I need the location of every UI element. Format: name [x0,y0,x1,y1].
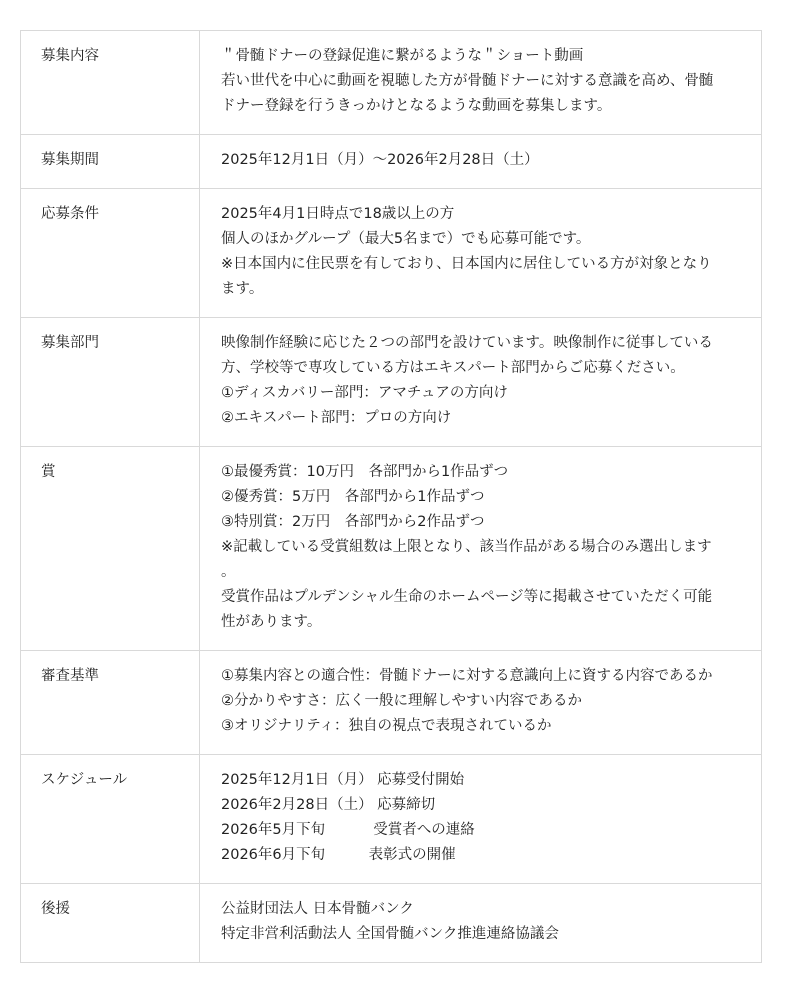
value-line: ※記載している受賞組数は上限となり、該当作品がある場合のみ選出します [221,539,712,555]
row-categories [21,318,762,447]
row-label: 審査基準 [21,651,200,755]
value-line: 2025年12月1日（月） 応募受付開始 [221,772,465,788]
value-line: 性があります。 [221,614,322,630]
row-sponsorship [21,884,762,963]
row-criteria [21,651,762,755]
row-label: 募集部門 [21,318,200,447]
value-line: 2026年5月下旬 受賞者への連絡 [221,822,475,838]
value-line: 2026年6月下旬 表彰式の開催 [221,847,456,863]
row-label: 募集内容 [21,31,200,135]
value-line: 特定非営利活動法人 全国骨髄バンク推進連絡協議会 [221,926,559,942]
value-line: ②優秀賞：5万円 各部門から1作品ずつ [221,489,485,505]
value-line: ①ディスカバリー部門：アマチュアの方向け [221,385,508,401]
value-line: 方、学校等で専攻している方はエキスパート部門からご応募ください。 [221,360,685,376]
value-line: ①募集内容との適合性：骨髄ドナーに対する意識向上に資する内容であるか [221,668,713,684]
row-contents [21,31,762,135]
value-line: ※日本国内に住民票を有しており、日本国内に居住している方が対象となり [221,256,712,272]
row-label: スケジュール [21,755,200,884]
application-details-table [20,30,762,963]
row-value [200,447,762,651]
value-line: 2026年2月28日（土） 応募締切 [221,797,436,813]
value-line: 2025年4月1日時点で18歳以上の方 [221,206,455,222]
row-value [200,135,762,189]
value-line: 2025年12月1日（月）～2026年2月28日（土） [221,152,539,168]
row-label: 賞 [21,447,200,651]
value-line: ます。 [221,281,264,297]
value-line: ③特別賞：2万円 各部門から2作品ずつ [221,514,485,530]
value-line: ②エキスパート部門：プロの方向け [221,410,452,426]
row-schedule [21,755,762,884]
row-value [200,318,762,447]
value-line: 。 [221,564,236,580]
value-line: 映像制作経験に応じた２つの部門を設けています。映像制作に従事している [221,335,713,351]
row-period [21,135,762,189]
row-value [200,755,762,884]
row-awards [21,447,762,651]
value-line: 受賞作品はプルデンシャル生命のホームページ等に掲載させていただく可能 [221,589,713,605]
value-line: ②分かりやすさ：広く一般に理解しやすい内容であるか [221,693,582,709]
value-line: 公益財団法人 日本骨髄バンク [221,901,414,917]
row-conditions [21,189,762,318]
value-line: ①最優秀賞：10万円 各部門から1作品ずつ [221,464,509,480]
row-label: 応募条件 [21,189,200,318]
row-label: 後援 [21,884,200,963]
value-line: 個人のほかグループ（最大5名まで）でも応募可能です。 [221,231,591,247]
row-label: 募集期間 [21,135,200,189]
value-line: 若い世代を中心に動画を視聴した方が骨髄ドナーに対する意識を高め、骨髄 [221,73,714,89]
value-line: ドナー登録を行うきっかけとなるような動画を募集します。 [221,98,612,114]
row-value [200,189,762,318]
value-line: ＂骨髄ドナーの登録促進に繋がるような＂ショート動画 [221,48,584,64]
row-value [200,651,762,755]
row-value [200,884,762,963]
row-value [200,31,762,135]
value-line: ③オリジナリティ：独自の視点で表現されているか [221,718,552,734]
